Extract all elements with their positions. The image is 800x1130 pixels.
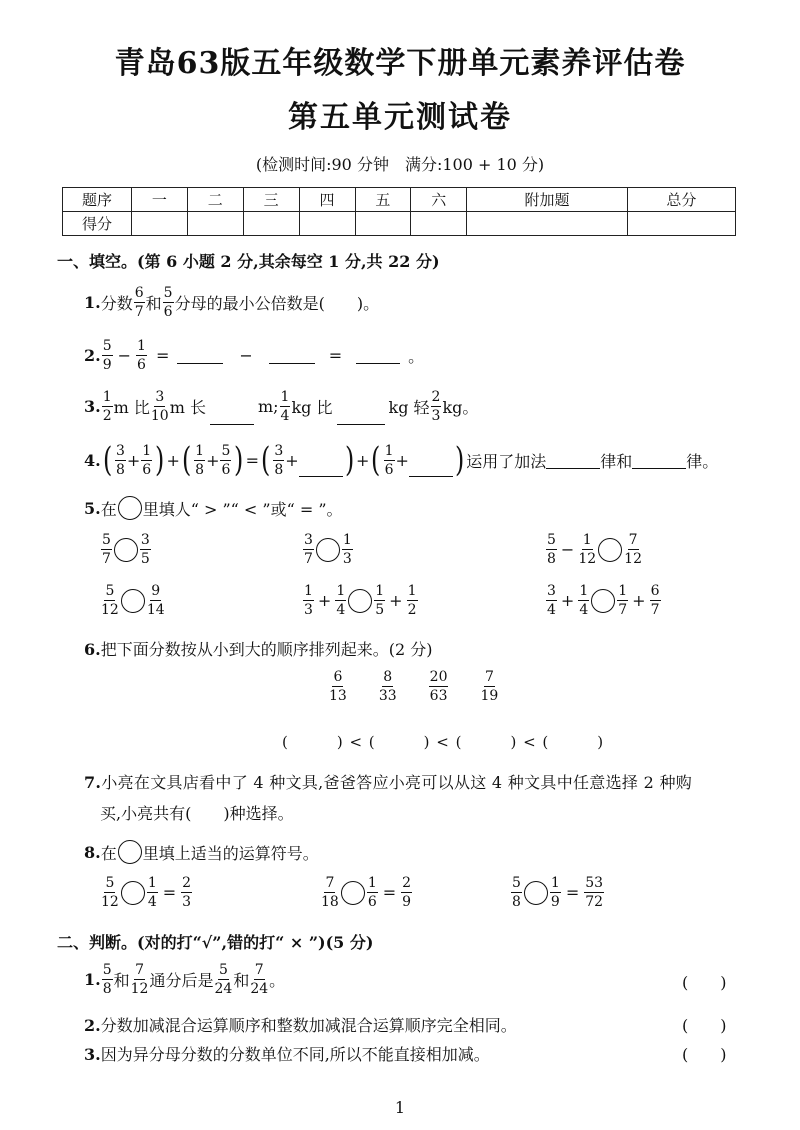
numerator: 1 [550, 875, 560, 891]
fraction [141, 444, 152, 477]
numerator: 3 [115, 442, 125, 459]
denominator: 10 [150, 407, 169, 424]
parenthesis: ) [155, 440, 165, 480]
compare-circle[interactable] [348, 589, 372, 613]
numerator: 1 [195, 442, 205, 459]
compare-item [302, 584, 419, 617]
numerator: 20 [429, 669, 448, 685]
numerator: 1 [407, 583, 417, 599]
numerator: 1 [375, 583, 385, 599]
denominator: 6 [142, 461, 152, 478]
denominator: 9 [402, 894, 412, 910]
compare-circle[interactable] [591, 589, 615, 613]
score-cell[interactable] [132, 212, 188, 236]
question-1-5 [84, 495, 343, 521]
fraction [140, 533, 151, 566]
section-heading-true-false: 二、判断。(对的打“√”,错的打“ × ”)(5 分) [57, 933, 374, 952]
operator: − [560, 540, 575, 559]
operator: − [117, 345, 132, 365]
question-text: 里填上适当的运算符号。 [142, 843, 319, 863]
operator: + [126, 450, 141, 470]
numerator: 1 [304, 583, 313, 599]
numerator: 5 [102, 337, 112, 354]
numerator: 7 [135, 961, 145, 978]
question-text: 在 [100, 843, 117, 863]
score-table-label: 得分 [63, 212, 132, 236]
question-text: m 长 [169, 397, 206, 417]
score-table-header-row [63, 188, 736, 212]
numerator: 9 [151, 583, 161, 599]
parenthesis: ( [261, 440, 271, 480]
question-number: 1. [84, 969, 101, 989]
question-2-3 [84, 1042, 490, 1065]
numerator: 3 [547, 583, 556, 599]
numerator: 5 [102, 961, 112, 978]
denominator: 12 [101, 894, 119, 910]
denominator: 12 [578, 551, 597, 567]
fraction [321, 876, 339, 909]
parenthesis: ) [454, 440, 465, 480]
question-text: kg 比 [291, 397, 333, 417]
parenthesis: ) [344, 440, 354, 480]
fraction [511, 876, 522, 909]
numerator: 2 [431, 388, 441, 405]
fraction [546, 584, 557, 617]
fraction [431, 390, 442, 423]
answer-blank[interactable] [177, 347, 223, 364]
denominator: 12 [624, 551, 642, 567]
operator-circle[interactable] [121, 881, 145, 905]
fraction [250, 963, 268, 996]
question-text: 在 [100, 499, 117, 519]
question-number: 2. [84, 1016, 101, 1035]
operator: + [389, 591, 403, 610]
score-col: 三 [243, 188, 299, 212]
denominator: 7 [650, 602, 660, 618]
question-text: kg 轻 [388, 397, 430, 417]
answer-blank[interactable] [299, 460, 343, 477]
compare-circle [118, 496, 142, 520]
fraction [280, 390, 291, 423]
fraction [214, 963, 232, 996]
question-number: 5. [84, 498, 101, 518]
compare-item [545, 584, 662, 617]
score-table-label: 题序 [63, 188, 132, 212]
question-text: 。 [269, 970, 286, 990]
numerator: 1 [579, 583, 589, 599]
question-number: 6. [84, 640, 101, 659]
operator-item [320, 876, 413, 909]
fraction [101, 876, 119, 909]
numerator: 1 [102, 388, 112, 405]
question-text: 因为异分母分数的分数单位不同,所以不能直接相加减。 [100, 1045, 490, 1064]
denominator: 8 [102, 980, 112, 997]
compare-circle[interactable] [316, 538, 340, 562]
fraction [101, 584, 119, 617]
question-1-4 [84, 440, 718, 480]
numerator: 1 [280, 388, 290, 405]
denominator: 6 [221, 461, 231, 478]
fraction [303, 584, 314, 617]
order-answer-line[interactable]: ( ) < ( ) < ( ) < ( ) [282, 733, 605, 751]
answer-blank[interactable] [632, 452, 686, 469]
numerator: 1 [142, 442, 152, 459]
fraction [342, 533, 353, 566]
fraction [131, 963, 149, 996]
denominator: 3 [342, 551, 352, 567]
operator: + [166, 450, 180, 470]
question-text: 分数 [100, 293, 133, 313]
operator: = [245, 450, 260, 470]
question-2-2 [84, 1013, 517, 1036]
parenthesis: ( [181, 440, 192, 480]
score-col: 附加题 [467, 188, 628, 212]
fraction [550, 876, 561, 909]
denominator: 4 [336, 602, 346, 618]
fraction [101, 533, 112, 566]
fraction [102, 339, 113, 372]
denominator: 3 [304, 602, 313, 618]
page-title: 青岛63版五年级数学下册单元素养评估卷 [114, 46, 686, 81]
fraction [303, 533, 314, 566]
operator: + [317, 591, 332, 610]
numerator: 5 [102, 532, 111, 548]
question-text: m; [257, 396, 279, 416]
operator: − [239, 345, 253, 365]
fraction [151, 390, 169, 423]
question-text: kg。 [442, 397, 479, 417]
numerator: 1 [137, 337, 146, 354]
denominator: 7 [134, 303, 144, 320]
numerator: 6 [134, 284, 144, 301]
numerator: 5 [221, 442, 231, 459]
parenthesis: ( [371, 440, 381, 480]
operator: = [162, 883, 177, 902]
question-number: 8. [84, 842, 101, 862]
score-col: 一 [132, 188, 188, 212]
page-number: 1 [394, 1098, 406, 1117]
question-number: 3. [84, 1045, 101, 1064]
question-number: 2. [84, 345, 101, 365]
operator-item [510, 876, 605, 909]
question-1-6 [84, 637, 432, 660]
denominator: 6 [137, 356, 146, 373]
question-text: 和 [145, 293, 162, 313]
numerator: 1 [618, 583, 628, 599]
score-cell[interactable] [187, 212, 243, 236]
numerator: 3 [155, 388, 165, 405]
denominator: 19 [480, 688, 499, 704]
question-text: 分母的最小公倍数是( )。 [174, 293, 380, 313]
compare-item [100, 533, 152, 566]
question-1-8 [84, 838, 319, 866]
compare-circle[interactable] [114, 538, 138, 562]
numerator: 5 [512, 875, 521, 891]
score-table [62, 187, 736, 236]
fraction [617, 584, 628, 617]
operator-circle [118, 840, 142, 864]
numerator: 7 [628, 532, 638, 548]
question-text: 把下面分数按从小到大的顺序排列起来。(2 分) [100, 640, 433, 659]
fraction [136, 339, 147, 372]
judge-answer[interactable]: ( ) [682, 973, 727, 992]
operator: = [328, 345, 343, 365]
question-1-2 [84, 338, 424, 372]
numerator: 2 [402, 875, 412, 891]
question-1-7 [84, 770, 692, 793]
operator-circle[interactable] [524, 881, 548, 905]
fraction [329, 670, 347, 703]
denominator: 6 [163, 303, 173, 320]
denominator: 7 [102, 551, 111, 567]
denominator: 9 [550, 894, 560, 910]
numerator: 3 [274, 442, 284, 459]
operator: + [206, 450, 220, 470]
score-cell[interactable] [299, 212, 355, 236]
numerator: 8 [383, 669, 393, 685]
operator: = [155, 345, 170, 365]
operator: + [285, 450, 299, 470]
compare-item [100, 584, 166, 617]
score-cell[interactable] [411, 212, 467, 236]
question-number: 3. [84, 396, 101, 416]
score-col: 五 [355, 188, 411, 212]
fraction [650, 584, 661, 617]
denominator: 63 [429, 688, 448, 704]
judge-answer[interactable]: ( ) [682, 1045, 727, 1064]
answer-blank[interactable] [356, 347, 400, 364]
denominator: 8 [115, 461, 125, 478]
question-text: 和 [233, 970, 250, 990]
fraction [578, 584, 589, 617]
denominator: 24 [250, 980, 269, 997]
numerator: 1 [147, 875, 157, 891]
numerator: 5 [105, 875, 115, 891]
numerator: 5 [105, 583, 115, 599]
fraction [163, 286, 174, 319]
fraction [429, 670, 449, 703]
answer-blank[interactable] [269, 347, 315, 364]
judge-answer[interactable]: ( ) [682, 1016, 727, 1035]
denominator: 2 [407, 602, 417, 618]
question-text: m 比 [113, 397, 150, 417]
score-col: 四 [299, 188, 355, 212]
score-cell[interactable] [467, 212, 628, 236]
fraction [147, 876, 158, 909]
denominator: 4 [547, 602, 556, 618]
fraction [384, 444, 395, 477]
score-col: 总分 [627, 188, 735, 212]
fraction [374, 584, 385, 617]
operator: + [395, 450, 409, 470]
question-text: 。 [408, 346, 425, 366]
question-1-3 [84, 388, 478, 424]
numerator: 7 [325, 875, 335, 891]
question-text: 通分后是 [149, 970, 214, 990]
denominator: 2 [102, 407, 112, 424]
question-number: 1. [84, 292, 101, 312]
question-1-7-line2: 买,小亮共有( )种选择。 [100, 804, 294, 823]
score-cell[interactable] [243, 212, 299, 236]
operator: + [632, 591, 646, 610]
question-text: 和 [113, 970, 130, 990]
answer-blank[interactable] [210, 408, 254, 425]
answer-blank[interactable] [546, 452, 600, 469]
question-text: 运用了加法 [466, 451, 547, 471]
numerator: 53 [585, 875, 604, 891]
question-number: 4. [84, 450, 101, 470]
denominator: 12 [101, 602, 119, 618]
denominator: 13 [329, 688, 347, 704]
fraction [578, 533, 596, 566]
denominator: 6 [367, 894, 377, 910]
fraction [102, 963, 113, 996]
denominator: 8 [195, 461, 205, 478]
denominator: 9 [102, 356, 112, 373]
numerator: 6 [333, 669, 343, 685]
section-heading-fill-blank: 一、填空。(第 6 小题 2 分,其余每空 1 分,共 22 分) [57, 252, 440, 271]
score-col: 二 [187, 188, 243, 212]
operator: = [382, 883, 397, 902]
compare-circle[interactable] [598, 538, 622, 562]
denominator: 18 [321, 894, 339, 910]
page-subtitle: 第五单元测试卷 [288, 100, 512, 135]
fraction [401, 876, 412, 909]
numerator: 1 [582, 532, 592, 548]
fraction [102, 390, 113, 423]
operator-item [100, 876, 193, 909]
score-table-score-row [63, 212, 736, 236]
operator: + [355, 450, 370, 470]
fraction-list [328, 670, 499, 703]
fraction [134, 286, 145, 319]
denominator: 6 [384, 461, 394, 478]
question-number: 7. [84, 773, 102, 792]
numerator: 1 [367, 875, 377, 891]
question-2-1 [84, 961, 285, 997]
numerator: 5 [218, 961, 228, 978]
score-col: 六 [411, 188, 467, 212]
fraction [407, 584, 418, 617]
denominator: 7 [618, 602, 628, 618]
denominator: 33 [378, 688, 397, 704]
fraction [335, 584, 346, 617]
denominator: 5 [375, 602, 385, 618]
exam-info: (检测时间:90 分钟 满分:100 + 10 分) [255, 155, 545, 174]
operator: = [565, 883, 580, 902]
compare-item [302, 533, 354, 566]
denominator: 24 [214, 980, 233, 997]
denominator: 8 [512, 894, 521, 910]
numerator: 1 [342, 532, 352, 548]
numerator: 5 [547, 532, 556, 548]
numerator: 6 [650, 583, 660, 599]
numerator: 2 [182, 875, 192, 891]
answer-blank[interactable] [409, 460, 453, 477]
numerator: 3 [304, 532, 313, 548]
denominator: 8 [547, 551, 556, 567]
question-text: 分数加减混合运算顺序和整数加减混合运算顺序完全相同。 [100, 1016, 517, 1035]
question-text: 律。 [686, 451, 719, 471]
compare-item [545, 533, 643, 566]
answer-blank[interactable] [337, 408, 385, 425]
fraction [115, 444, 126, 477]
fraction [379, 670, 397, 703]
fraction [273, 444, 284, 477]
denominator: 12 [130, 980, 149, 997]
numerator: 7 [484, 669, 494, 685]
operator: + [560, 591, 575, 610]
parenthesis: ) [234, 440, 244, 480]
fraction [584, 876, 604, 909]
denominator: 4 [280, 407, 290, 424]
denominator: 14 [146, 602, 165, 618]
fraction [480, 670, 498, 703]
numerator: 3 [140, 532, 150, 548]
score-cell[interactable] [627, 212, 735, 236]
fraction [181, 876, 192, 909]
denominator: 4 [579, 602, 589, 618]
fraction [546, 533, 557, 566]
fraction [194, 444, 205, 477]
question-text: 小亮在文具店看中了 4 种文具,爸爸答应小亮可以从这 4 种文具中任意选择 2 种购 [101, 773, 693, 792]
operator-circle[interactable] [341, 881, 365, 905]
denominator: 8 [274, 461, 284, 478]
denominator: 7 [304, 551, 313, 567]
denominator: 3 [431, 407, 441, 424]
question-1-1 [84, 285, 379, 319]
fraction [220, 444, 231, 477]
parenthesis: ( [102, 440, 112, 480]
numerator: 1 [336, 583, 346, 599]
denominator: 3 [182, 894, 192, 910]
denominator: 4 [147, 894, 157, 910]
denominator: 72 [585, 894, 604, 910]
fraction [624, 533, 642, 566]
fraction [367, 876, 378, 909]
numerator: 7 [254, 961, 264, 978]
fraction [147, 584, 165, 617]
question-text: 里填人“ > ”“ < ”或“ = ”。 [142, 499, 343, 519]
compare-circle[interactable] [121, 589, 145, 613]
denominator: 5 [140, 551, 150, 567]
score-cell[interactable] [355, 212, 411, 236]
numerator: 1 [384, 442, 394, 459]
numerator: 5 [163, 284, 173, 301]
question-text: 律和 [600, 451, 633, 471]
